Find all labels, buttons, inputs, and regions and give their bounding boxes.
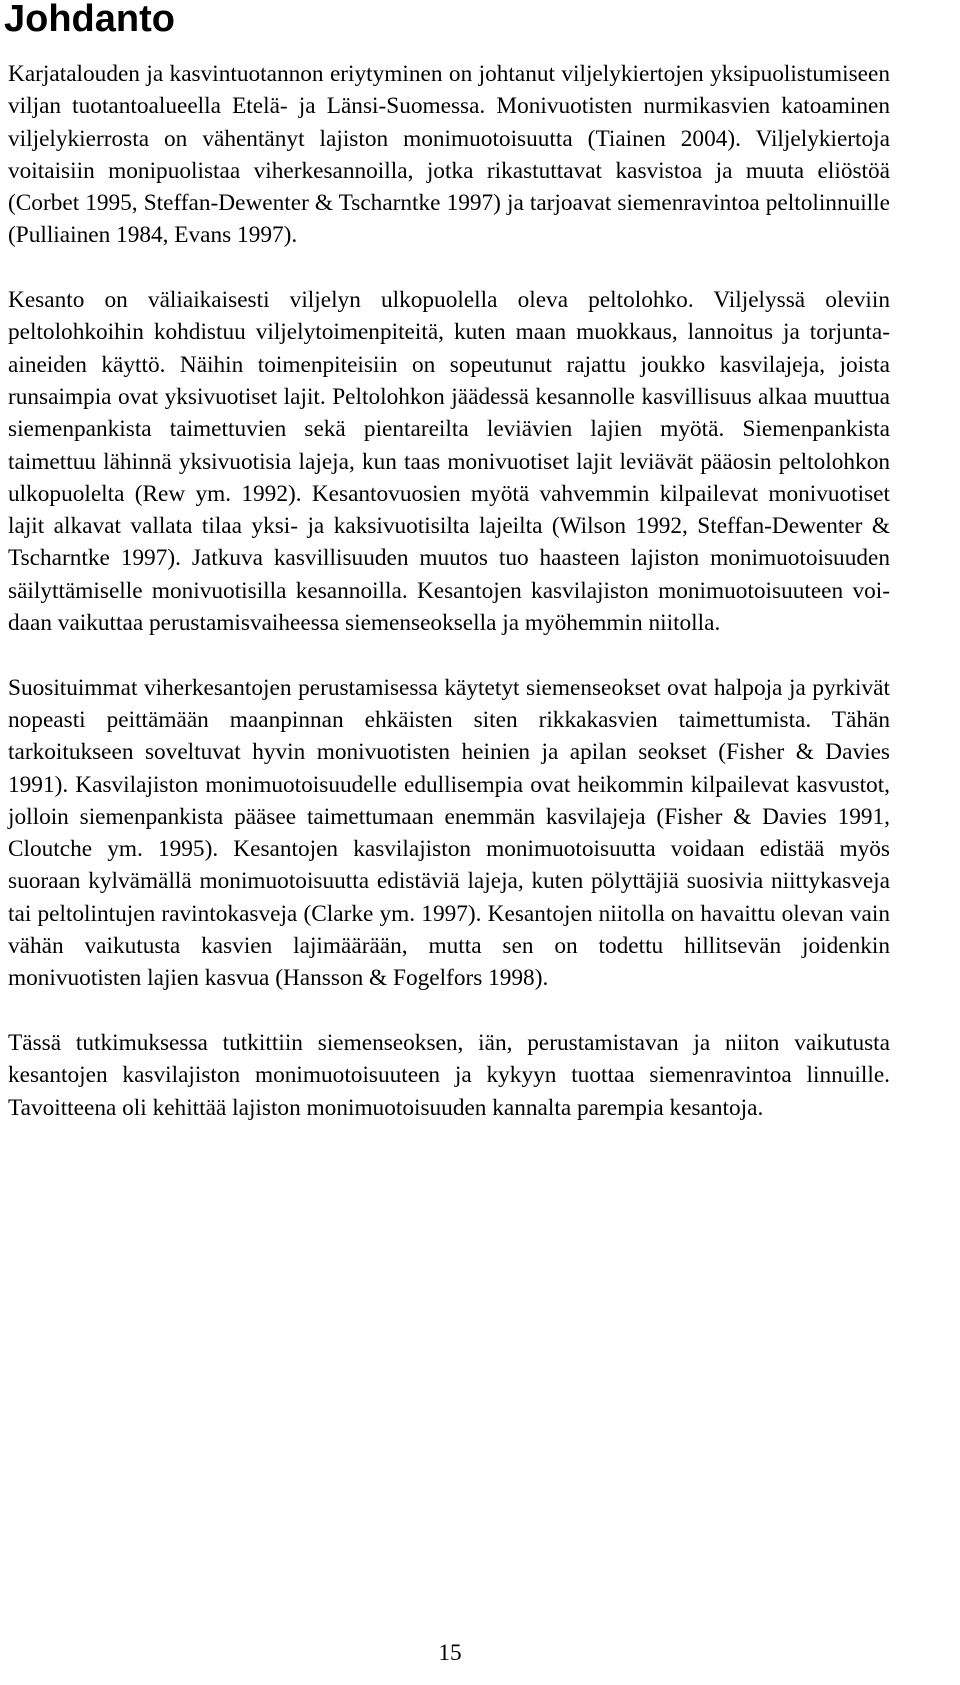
paragraph-1: Karjatalouden ja kasvintuotannon eriytyminen on johtanut viljelykiertojen yksipuolistumiseen viljan tuotantoalueella Etelä- ja Länsi-Suomessa. Monivuotisten nurmikasvien katoaminen viljelykierrosta on vähentänyt lajiston monimuotoisuutta (Tiainen 2004). Viljelykiertoja voitaisiin monipuolistaa viherkesannoilla, jotka rikastuttavat kasvistoa ja muuta eliöstöä (Corbet 1995, Steffan-Dewenter & Tscharntke 1997) ja tarjoavat siemenravintoa peltolinnuille (Pulliainen 1984, Evans 1997). (8, 61, 890, 249)
page-number: 15 (438, 1640, 462, 1666)
paragraph-2: Kesanto on väliaikaisesti viljelyn ulkopuolella oleva peltolohko. Viljelyssä oleviin peltolohkoihin kohdistuu viljelytoimenpiteitä, kuten maan muokkaus, lannoitus ja torjunta-aineiden käyttö. Näihin toimenpiteisiin on sopeutunut rajattu joukko kasvilajeja, joista runsaimpia ovat yksivuotiset lajit. Peltolohkon jäädessä kesannolle kasvillisuus alkaa muuttua siemenpankista taimettuvien sekä pientareilta leviävien lajien myötä. Siemenpankista taimettuu lähinnä yksivuotisia lajeja, kun taas monivuotiset lajit leviävät pääosin peltolohkon ulkopuolelta (Rew ym. 1992). Kesantovuosien myötä vahvemmin kilpailevat monivuotiset lajit alkavat vallata tilaa yksi- ja kaksivuotisilta lajeilta (Wilson 1992, Steffan-Dewenter & Tscharntke 1997). Jatkuva kasvillisuuden muutos tuo haasteen lajiston monimuotoisuuden säilyttämiselle monivuotisilla kesannoilla. Kesantojen kasvilajiston monimuotoisuuteen voidaan vaikuttaa perustamisvaiheessa siemenseoksella ja myöhemmin niitolla. (8, 287, 890, 637)
section-heading: Johdanto (4, 0, 175, 40)
paragraph-3: Suosituimmat viherkesantojen perustamisessa käytetyt siemenseokset ovat halpoja ja pyrkivät nopeasti peittämään maanpinnan ehkäisten siten rikkakasvien taimettumista. Tähän tarkoitukseen soveltuvat hyvin monivuotisten heinien ja apilan seokset (Fisher & Davies 1991). Kasvilajiston monimuotoisuudelle edullisempia ovat heikommin kilpailevat kasvustot, jolloin siemenpankista pääsee taimettumaan enemmän kasvilajeja (Fisher & Davies 1991, Cloutche ym. 1995). Kesantojen kasvilajiston monimuotoisuutta voidaan edistää myös suoraan kylvämällä monimuotoisuutta edistäviä lajeja, kuten pölyttäjiä suosivia niittykasveja tai peltolintujen ravintokasveja (Clarke ym. 1997). Kesantojen niitolla on havaittu olevan vain vähän vaikutusta kasvien lajimäärään, mutta sen on todettu hillitsevän joidenkin monivuotisten lajien kasvua (Hansson & Fogelfors 1998). (8, 674, 890, 992)
body-text (8, 58, 890, 1156)
paragraph-4: Tässä tutkimuksessa tutkittiin siemenseoksen, iän, perustamistavan ja niiton vaikutusta kesantojen kasvilajiston monimuotoisuuteen ja kykyyn tuottaa siemenravintoa linnuille. Tavoitteena oli kehittää lajiston monimuotoisuuden kannalta parempia kesantoja. (8, 1029, 890, 1121)
